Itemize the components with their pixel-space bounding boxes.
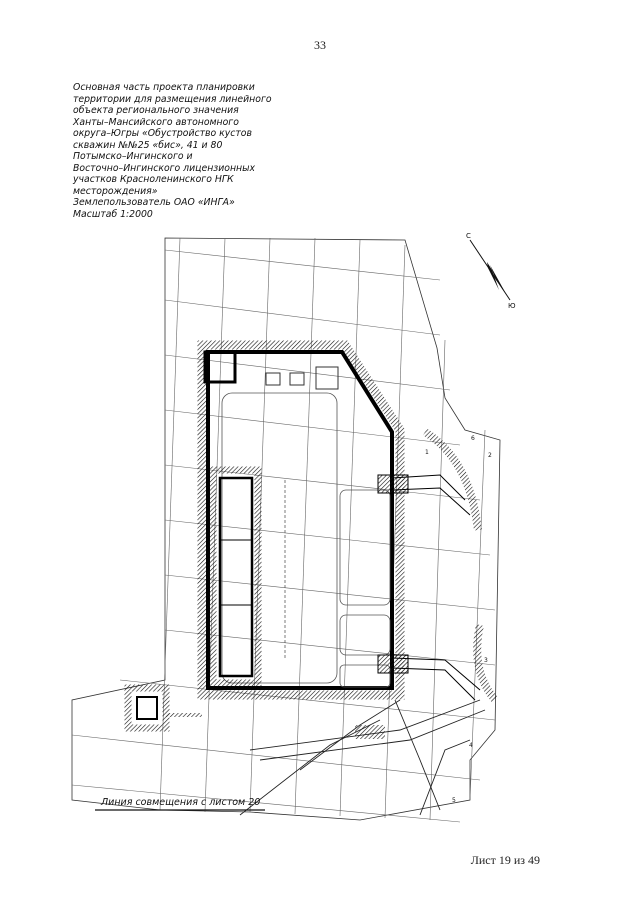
tank-farm xyxy=(220,478,252,676)
title-block xyxy=(73,82,313,220)
point-label-1: 1 xyxy=(425,449,429,456)
point-label-2: 2 xyxy=(488,452,492,459)
pipeline-crossing xyxy=(355,725,385,739)
point-label-3: 3 xyxy=(484,657,488,664)
title-line: Потымско–Ингинского и xyxy=(73,151,193,162)
pipelines xyxy=(240,700,485,815)
alignment-line-label: Линия совмещения с листом 20 xyxy=(101,797,261,808)
small-structure xyxy=(137,697,157,719)
title-line: скважин №№25 «бис», 41 и 80 xyxy=(73,139,223,151)
compass-south: Ю xyxy=(508,302,516,310)
title-line: территории для размещения линейного xyxy=(73,93,272,105)
point-label-5: 5 xyxy=(452,797,456,804)
title-line: округа–Югры «Обустройство кустов xyxy=(73,128,252,139)
building xyxy=(316,367,338,389)
title-line: участков Красноленинского НГК xyxy=(73,174,234,185)
title-line: Ханты–Мансийского автономного xyxy=(73,116,239,128)
sheet-number: Лист 19 из 49 xyxy=(470,853,540,867)
title-line: Основная часть проекта планировки xyxy=(73,82,255,93)
land-user: Землепользователь ОАО «ИНГА» xyxy=(73,197,235,208)
title-line: объекта регионального значения xyxy=(73,105,239,116)
title-line: Восточно–Ингинского лицензионных xyxy=(73,162,255,174)
road-embankment xyxy=(425,432,478,530)
point-label-4: 4 xyxy=(469,742,473,749)
site-plan-drawing xyxy=(60,228,520,828)
building xyxy=(290,373,304,385)
title-line: месторождения» xyxy=(73,185,158,197)
survey-grid xyxy=(72,238,495,822)
small-structure-bund xyxy=(128,688,166,728)
building xyxy=(266,373,280,385)
page-number: 33 xyxy=(314,38,326,52)
compartment xyxy=(340,490,390,605)
compartment xyxy=(340,615,390,655)
inner-area xyxy=(222,393,337,683)
point-label-6: 6 xyxy=(471,435,475,442)
allotment-boundary xyxy=(72,238,500,820)
scale: Масштаб 1:2000 xyxy=(73,208,153,220)
north-arrow-icon xyxy=(470,240,510,300)
compass-north: С xyxy=(466,232,471,240)
